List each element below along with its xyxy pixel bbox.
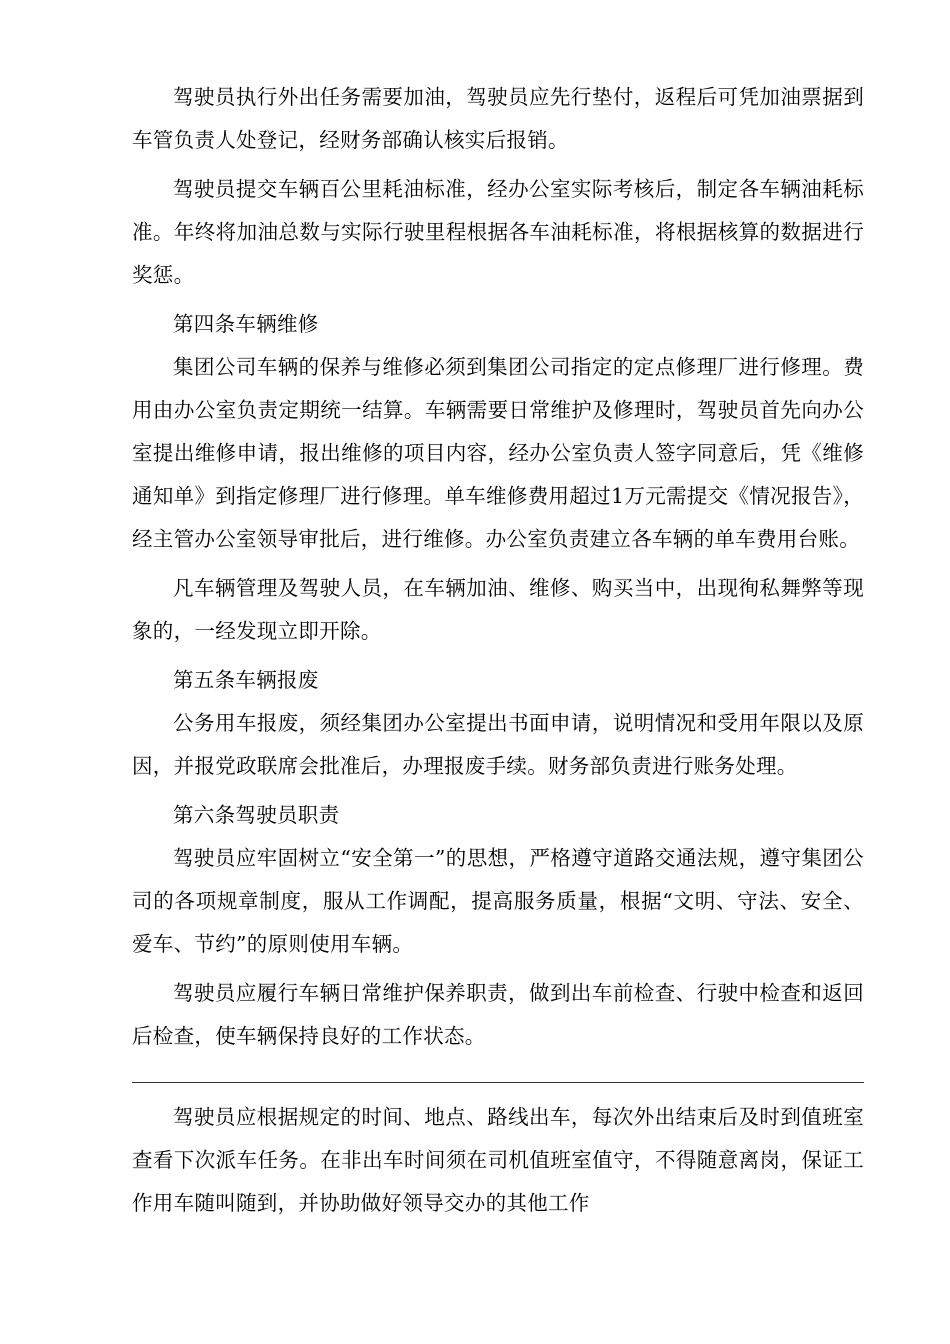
document-page <box>132 76 864 1058</box>
paragraph-misconduct: 凡车辆管理及驾驶人员，在车辆加油、维修、购买当中，出现徇私舞弊等现象的，一经发现立即开除。 <box>132 576 864 643</box>
heading-article-6: 第六条驾驶员职责 <box>173 803 340 827</box>
paragraph-safety-first: 驾驶员应牢固树立“安全第一”的思想，严格遵守道路交通法规，遵守集团公司的各项规章制度，服从工作调配，提高服务质量，根据“文明、守法、安全、爱车、节约”的原则使用车辆。 <box>132 846 864 956</box>
heading-article-5: 第五条车辆报废 <box>173 668 319 692</box>
paragraph-dispatch-duty: 驾驶员应根据规定的时间、地点、路线出车，每次外出结束后及时到值班室查看下次派车任务。在非出车时间须在司机值班室值守，不得随意离岗，保证工作用车随叫随到，并协助做好领导交办的其他工作 <box>132 1105 864 1215</box>
paragraph-maintenance: 集团公司车辆的保养与维修必须到集团公司指定的定点修理厂进行修理。费用由办公室负责定期统一结算。车辆需要日常维护及修理时，驾驶员首先向办公室提出维修申请，报出维修的项目内容，经办公室负责人签字同意后，凭《维修通知单》到指定修理厂进行修理。单车维修费用超过1万元需提交《情况报告》，经主管办公室领导审批后，进行维修。办公室负责建立各车辆的单车费用台账。 <box>132 355 864 551</box>
document-page-next <box>132 1096 864 1225</box>
paragraph-scrapping: 公务用车报废，须经集团办公室提出书面申请，说明情况和受用年限以及原因，并报党政联席会批准后，办理报废手续。财务部负责进行账务处理。 <box>132 711 864 778</box>
paragraph-fuel-standard: 驾驶员提交车辆百公里耗油标准，经办公室实际考核后，制定各车辆油耗标准。年终将加油总数与实际行驶里程根据各车油耗标准，将根据核算的数据进行奖惩。 <box>132 177 864 287</box>
paragraph-fuel-reimbursement: 驾驶员执行外出任务需要加油，驾驶员应先行垫付，返程后可凭加油票据到车管负责人处登记，经财务部确认核实后报销。 <box>132 85 864 152</box>
page-divider <box>132 1082 864 1083</box>
heading-article-4: 第四条车辆维修 <box>173 312 319 336</box>
paragraph-daily-maintenance: 驾驶员应履行车辆日常维护保养职责，做到出车前检查、行驶中检查和返回后检查，使车辆保持良好的工作状态。 <box>132 981 864 1048</box>
